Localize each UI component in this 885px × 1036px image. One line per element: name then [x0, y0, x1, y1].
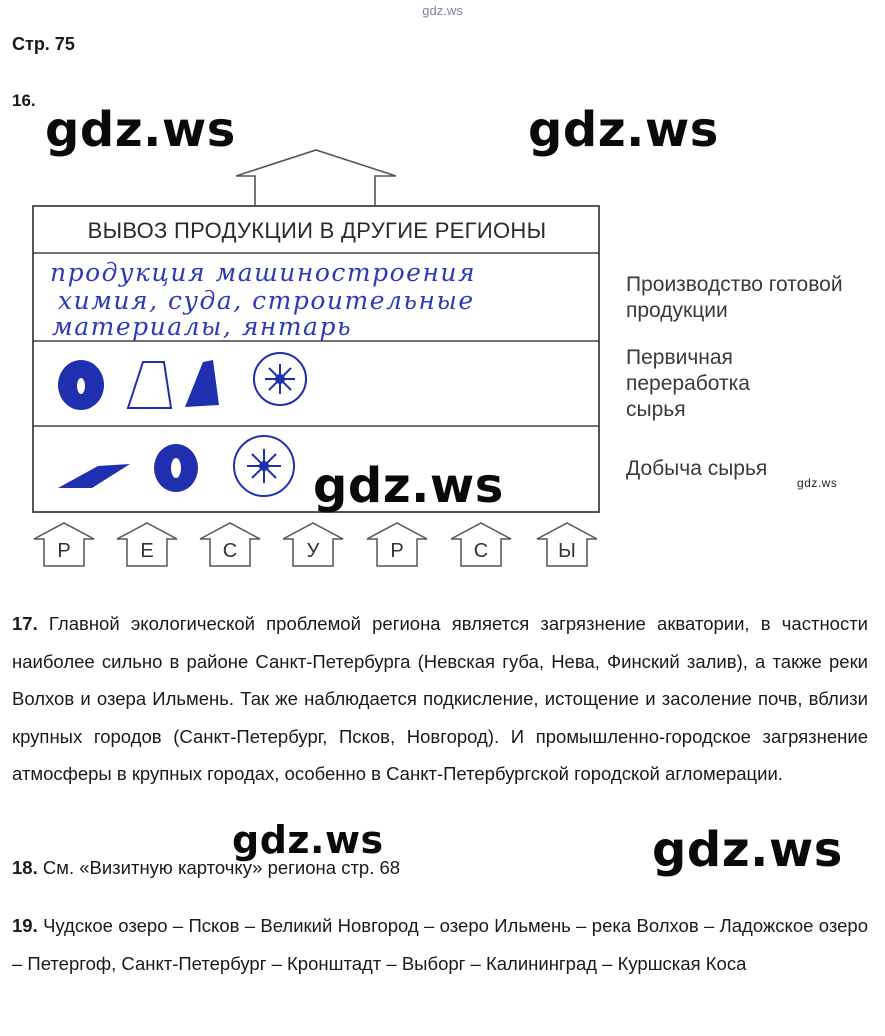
watermark: gdz.ws	[652, 822, 843, 878]
flat-deposit-icon	[58, 464, 130, 488]
export-arrow-icon	[236, 150, 396, 206]
watermark-top: gdz.ws	[422, 3, 463, 18]
task-19-number: 19.	[12, 915, 38, 936]
task-17-text: Главной экологической проблемой региона является загрязнение акватории, в частности наиболее сильно в районе Санкт-Петербурга (Невская губа, Нева, Финский залив), а также реки Волхов и озера Ильмень. Так же наблюдается подкисление, истощение и засоление почв, вблизи крупных городов (Санкт-Петербург, Псков, Новгород). И промышленно-городское загрязнение атмосферы в крупных городах, особенно в Санкт-Петербургской городской агломерации.	[12, 613, 869, 785]
task-16-number: 16.	[12, 91, 36, 110]
stage-primary-processing: Первичная переработка сырья	[626, 346, 750, 421]
resource-letter: Р	[57, 540, 71, 562]
resource-letter: У	[306, 540, 320, 562]
handwritten-line-2: химия, суда, строительные	[58, 286, 475, 315]
task-17-paragraph	[12, 605, 868, 793]
watermark: gdz.ws	[45, 102, 236, 158]
resource-letter: С	[222, 540, 238, 562]
watermark: gdz.ws	[528, 102, 719, 158]
export-title: ВЫВОЗ ПРОДУКЦИИ В ДРУГИЕ РЕГИОНЫ	[87, 218, 547, 243]
handwritten-line-1: продукция машиностроения	[50, 258, 477, 287]
outline-trapezoid-icon	[128, 362, 171, 408]
resource-letter: С	[473, 540, 489, 562]
task-19-text: Чудское озеро – Псков – Великий Новгород – озеро Ильмень – река Волхов – Ладожское озеро – Петергоф, Санкт-Петербург – Кронштадт – Выборг – Калининград – Куршская Коса	[12, 915, 868, 974]
resource-letter: Е	[140, 540, 154, 562]
task-17-number: 17.	[12, 613, 38, 634]
handwritten-line-3: материалы, янтарь	[52, 312, 353, 341]
watermark: gdz.ws	[313, 458, 504, 514]
watermark-small: gdz.ws	[797, 476, 838, 490]
task-19-paragraph	[12, 907, 868, 982]
resource-letter: Р	[390, 540, 404, 562]
page-label: Стр. 75	[12, 34, 75, 54]
task-18-text: См. «Визитную карточку» региона стр. 68	[42, 857, 401, 878]
task-18-number: 18.	[12, 857, 38, 878]
filled-trapezoid-icon	[185, 360, 219, 407]
task-18-line	[12, 857, 400, 879]
stage-extraction: Добыча сырья	[626, 457, 768, 480]
stage-finished-products: Производство готовой продукции	[626, 273, 843, 322]
watermark: gdz.ws	[232, 818, 384, 862]
resource-letter: Ы	[558, 540, 576, 562]
